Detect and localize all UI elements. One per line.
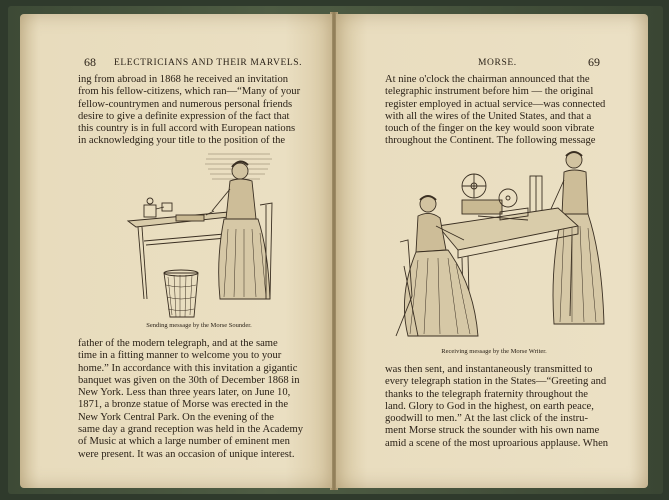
text-line: land. Glory to God in the highest, on earth peace, [385, 400, 594, 412]
left-page-number: 68 [84, 55, 96, 69]
left-page [20, 14, 332, 488]
text-line: desire to give a definite expression of the fact that [78, 110, 290, 122]
text-line: was then sent, and instantaneously transmitted to [385, 364, 593, 375]
text-line: in acknowledging your title to the position of the [78, 135, 286, 147]
text-line: from his fellow-citizens, which ran—“Many of your [78, 86, 301, 98]
text-line: were present. It was an occasion of unique interest. [78, 448, 295, 460]
right-top-text [385, 74, 621, 148]
morse-writer-illustration [378, 146, 610, 346]
text-line: this country is in full accord with European nations [78, 123, 296, 135]
left-running-head: ELECTRICIANS AND THEIR MARVELS. [114, 58, 303, 68]
text-line: New York. Less than three years later, on June 10, [78, 387, 291, 399]
right-figure-caption: Receiving message by the Morse Writer. [441, 348, 547, 355]
text-line: banquet was given on the 30th of December 1868 in [78, 374, 300, 386]
left-bottom-text [78, 338, 314, 461]
text-line: register employed in actual service—was connected [385, 98, 606, 110]
right-running-head: MORSE. [478, 58, 517, 68]
text-line: same day a grand reception was held in the Academy [78, 424, 304, 436]
text-line: of Music at which a large number of eminent men [78, 436, 290, 448]
text-line: 1871, a bronze statue of Morse was erected in the [78, 399, 289, 411]
text-line: ment Morse struck the sounder with his own name [385, 425, 600, 437]
text-line: father of the modern telegraph, and at the same [78, 338, 278, 349]
text-line: throughout the Continent. The following message [385, 135, 596, 147]
text-line: At nine o'clock the chairman announced that the [385, 74, 590, 85]
text-line: with all the wires of the United States, and that a [385, 110, 592, 122]
right-bottom-text [385, 364, 621, 450]
text-line: time in a fitting manner to welcome you to your [78, 350, 282, 362]
morse-sounder-illustration [120, 149, 280, 319]
text-line: thanks to the telegraph fraternity throughout the [385, 388, 588, 400]
text-line: every telegraph station in the States—“Greeting and [385, 376, 607, 388]
text-line: New York Central Park. On the evening of the [78, 411, 274, 423]
right-page-number: 69 [588, 55, 600, 69]
left-figure-caption: Sending message by the Morse Sounder. [146, 322, 252, 329]
text-line: home.” In accordance with this invitation a gigantic [78, 362, 298, 374]
left-top-text [78, 74, 314, 148]
text-line: amid a scene of the most uproarious applause. When [385, 437, 609, 449]
text-line: fellow-countrymen and numerous personal friends [78, 98, 293, 110]
text-line: goodwill to men.” At the last click of the instru- [385, 413, 589, 425]
text-line: touch of the finger on the key would soon vibrate [385, 123, 595, 135]
text-line: ing from abroad in 1868 he received an invitation [78, 74, 289, 85]
text-line: telegraphic instrument before him — the original [385, 86, 594, 98]
right-page [336, 14, 648, 488]
